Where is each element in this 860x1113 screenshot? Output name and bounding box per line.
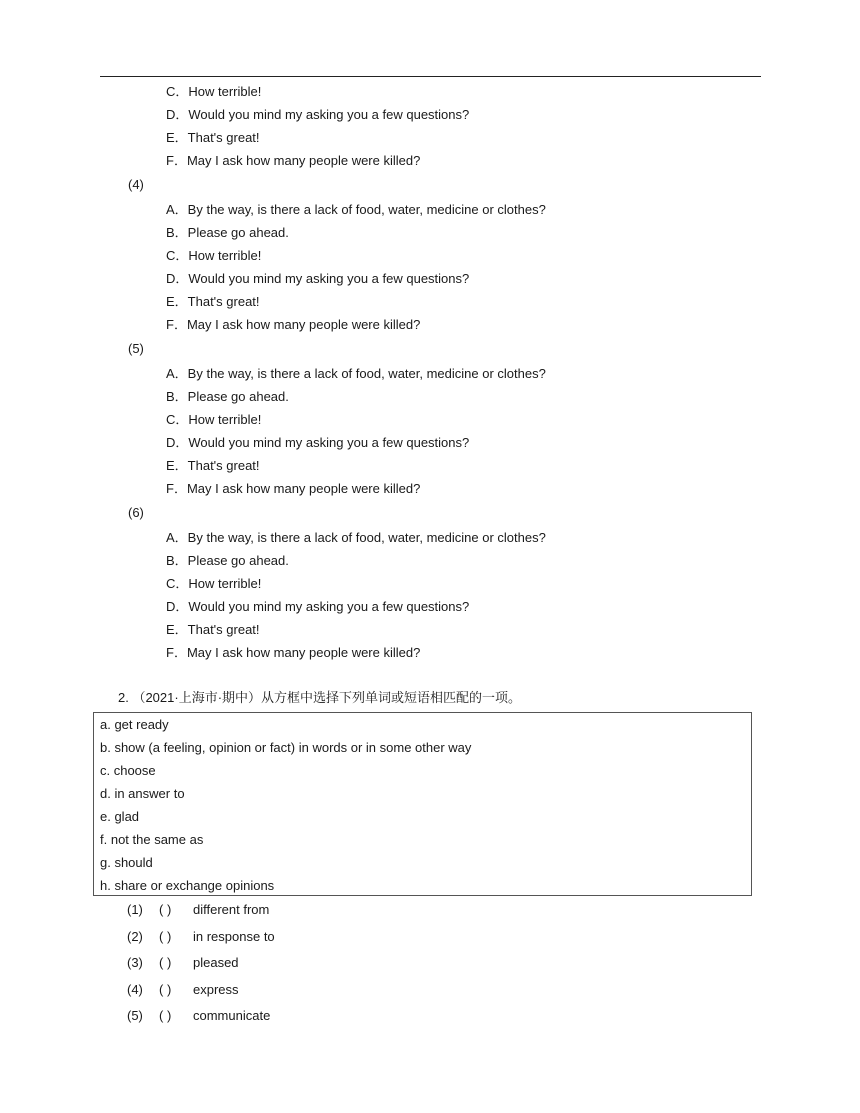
option-e: E．That's great! (166, 458, 260, 473)
option-a: A．By the way, is there a lack of food, water, medicine or clothes? (166, 202, 546, 217)
option-b: B．Please go ahead. (166, 225, 289, 240)
answer-blank[interactable]: ( ) (159, 955, 172, 970)
blank-text: different from (193, 902, 270, 917)
question-number: (4) (128, 177, 144, 192)
option-f: F．May I ask how many people were killed? (166, 645, 421, 660)
question-2-heading: 2. （2021·上海市·期中）从方框中选择下列单词或短语相匹配的一项。 (118, 690, 522, 705)
box-item-g: g. should (100, 855, 153, 870)
option-a: A．By the way, is there a lack of food, water, medicine or clothes? (166, 530, 546, 545)
option-d: D．Would you mind my asking you a few questions? (166, 599, 470, 614)
blank-number: (3) (127, 955, 143, 970)
box-item-d: d. in answer to (100, 786, 185, 801)
option-f: F．May I ask how many people were killed? (166, 153, 421, 168)
word-box (93, 712, 752, 896)
option-d: D．Would you mind my asking you a few questions? (166, 435, 470, 450)
answer-blank[interactable]: ( ) (159, 929, 172, 944)
option-e: E．That's great! (166, 130, 260, 145)
blank-item (127, 982, 239, 998)
option-d: D．Would you mind my asking you a few questions? (166, 107, 470, 122)
option-c: C．How terrible! (166, 248, 262, 263)
answer-blank[interactable]: ( ) (159, 982, 172, 997)
option-d: D．Would you mind my asking you a few questions? (166, 271, 470, 286)
blank-text: in response to (193, 929, 275, 944)
option-c: C．How terrible! (166, 84, 262, 99)
blank-number: (1) (127, 902, 143, 917)
box-item-f: f. not the same as (100, 832, 204, 847)
blank-text: communicate (193, 1008, 271, 1023)
question-number: (5) (128, 341, 144, 356)
option-b: B．Please go ahead. (166, 553, 289, 568)
box-item-a: a. get ready (100, 717, 169, 732)
option-e: E．That's great! (166, 294, 260, 309)
option-e: E．That's great! (166, 622, 260, 637)
blank-item (127, 929, 275, 945)
box-item-e: e. glad (100, 809, 140, 824)
blank-item (127, 955, 239, 971)
answer-blank[interactable]: ( ) (159, 902, 172, 917)
option-b: B．Please go ahead. (166, 389, 289, 404)
blank-number: (5) (127, 1008, 143, 1023)
option-c: C．How terrible! (166, 576, 262, 591)
blank-item (127, 1008, 270, 1024)
option-c: C．How terrible! (166, 412, 262, 427)
box-item-h: h. share or exchange opinions (100, 878, 275, 893)
option-f: F．May I ask how many people were killed? (166, 317, 421, 332)
box-item-b: b. show (a feeling, opinion or fact) in words or in some other way (100, 740, 472, 755)
blank-number: (4) (127, 982, 143, 997)
blank-item (127, 902, 269, 918)
blank-text: express (193, 982, 239, 997)
option-a: A．By the way, is there a lack of food, water, medicine or clothes? (166, 366, 546, 381)
question-number: (6) (128, 505, 144, 520)
blank-number: (2) (127, 929, 143, 944)
answer-blank[interactable]: ( ) (159, 1008, 172, 1023)
header-rule (100, 76, 761, 77)
blank-text: pleased (193, 955, 239, 970)
box-item-c: c. choose (100, 763, 156, 778)
option-f: F．May I ask how many people were killed? (166, 481, 421, 496)
